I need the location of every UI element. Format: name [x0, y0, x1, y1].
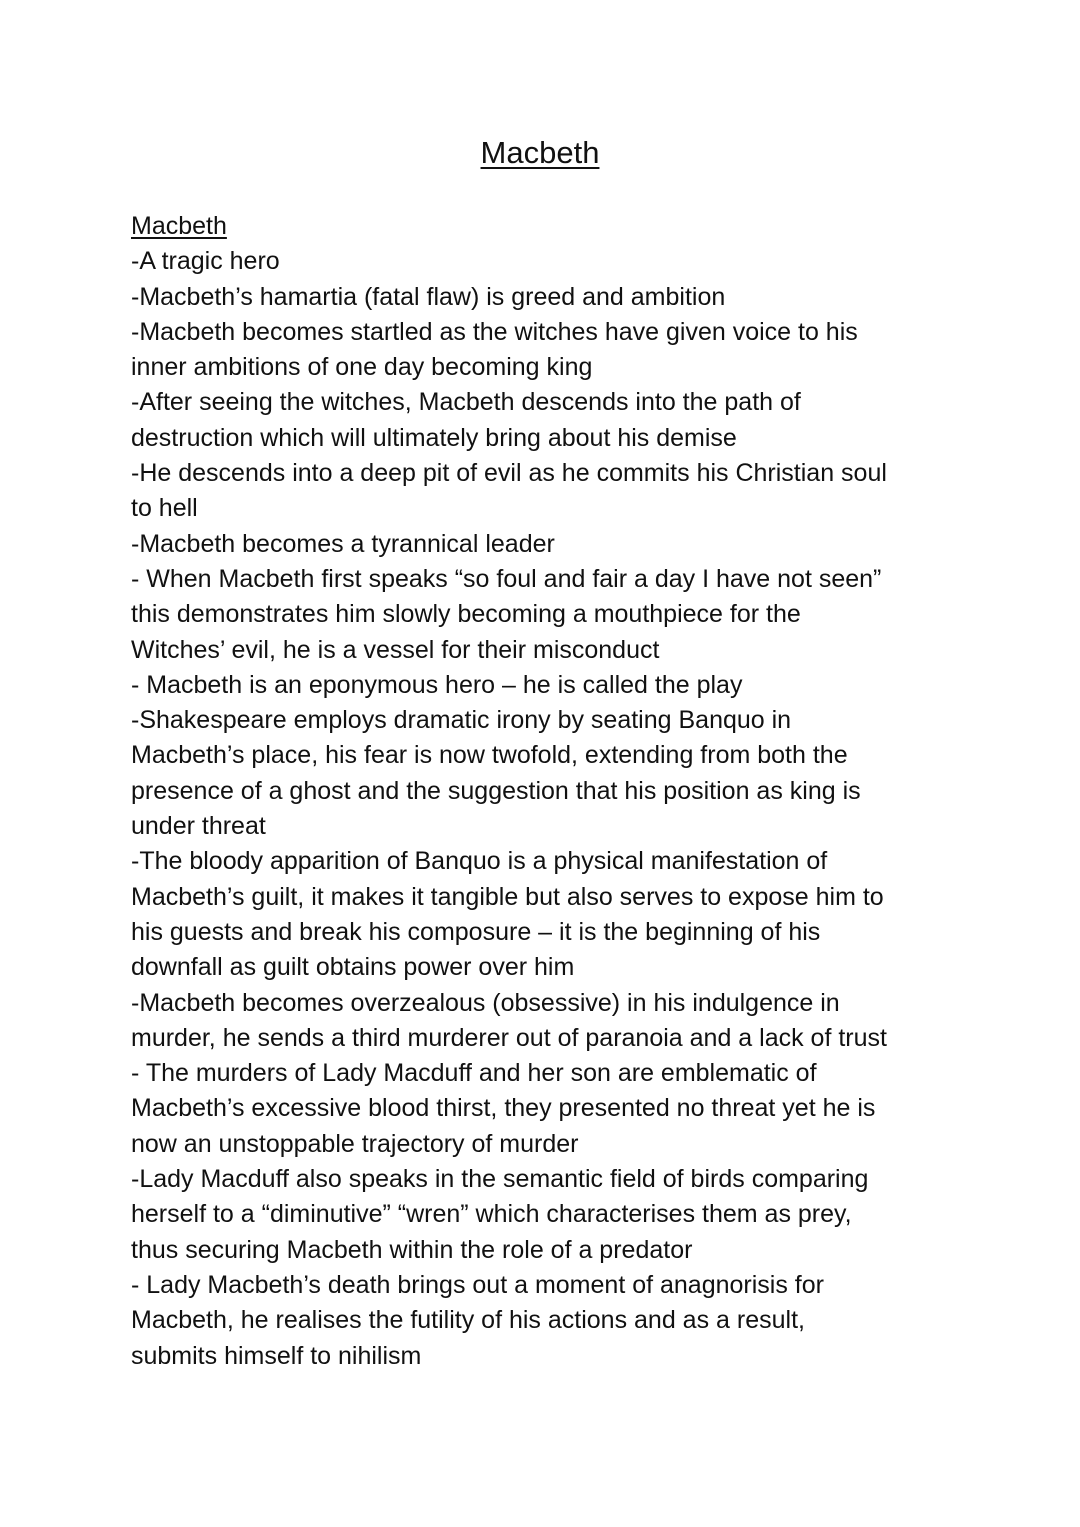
note-line: Macbeth’s place, his fear is now twofold, extending from both the [131, 741, 848, 770]
notes-section [131, 209, 1001, 1374]
note-line: Macbeth, he realises the futility of his actions and as a result, [131, 1306, 805, 1335]
note-line: - The murders of Lady Macduff and her son are emblematic of [131, 1059, 817, 1088]
note-line: under threat [131, 812, 266, 841]
note-line: inner ambitions of one day becoming king [131, 353, 593, 382]
note-line: submits himself to nihilism [131, 1341, 422, 1370]
note-line: thus securing Macbeth within the role of a predator [131, 1235, 693, 1264]
note-line: to hell [131, 494, 198, 523]
note-line: -Shakespeare employs dramatic irony by seating Banquo in [131, 706, 792, 735]
note-line: his guests and break his composure – it is the beginning of his [131, 917, 821, 946]
note-line: - Lady Macbeth’s death brings out a moment of anagnorisis for [131, 1270, 824, 1299]
note-line: now an unstoppable trajectory of murder [131, 1129, 579, 1158]
note-line: - When Macbeth first speaks “so foul and fair a day I have not seen” [131, 564, 882, 593]
note-line: Witches’ evil, he is a vessel for their misconduct [131, 635, 660, 664]
notes-list [131, 244, 1001, 1374]
note-line: - Macbeth is an eponymous hero – he is called the play [131, 670, 743, 699]
note-line: -The bloody apparition of Banquo is a physical manifestation of [131, 847, 828, 876]
note-line: -Lady Macduff also speaks in the semantic field of birds comparing [131, 1165, 869, 1194]
note-line: presence of a ghost and the suggestion that his position as king is [131, 776, 861, 805]
section-heading: Macbeth [131, 212, 227, 240]
note-line: -Macbeth becomes overzealous (obsessive) in his indulgence in [131, 988, 840, 1017]
note-line: this demonstrates him slowly becoming a mouthpiece for the [131, 600, 801, 629]
note-line: herself to a “diminutive” “wren” which characterises them as prey, [131, 1200, 852, 1229]
note-line: murder, he sends a third murderer out of paranoia and a lack of trust [131, 1023, 887, 1052]
note-line: -After seeing the witches, Macbeth descends into the path of [131, 388, 801, 417]
note-line: Macbeth’s guilt, it makes it tangible but also serves to expose him to [131, 882, 884, 911]
note-line: -Macbeth becomes startled as the witches have given voice to his [131, 317, 858, 346]
page-title: Macbeth [480, 135, 600, 170]
note-line: -Macbeth’s hamartia (fatal flaw) is greed and ambition [131, 282, 726, 311]
note-line: -He descends into a deep pit of evil as he commits his Christian soul [131, 459, 887, 488]
note-line: -Macbeth becomes a tyrannical leader [131, 529, 555, 558]
note-line: -A tragic hero [131, 247, 280, 276]
note-line: destruction which will ultimately bring about his demise [131, 423, 737, 452]
note-line: Macbeth’s excessive blood thirst, they presented no threat yet he is [131, 1094, 876, 1123]
note-line: downfall as guilt obtains power over him [131, 953, 575, 982]
